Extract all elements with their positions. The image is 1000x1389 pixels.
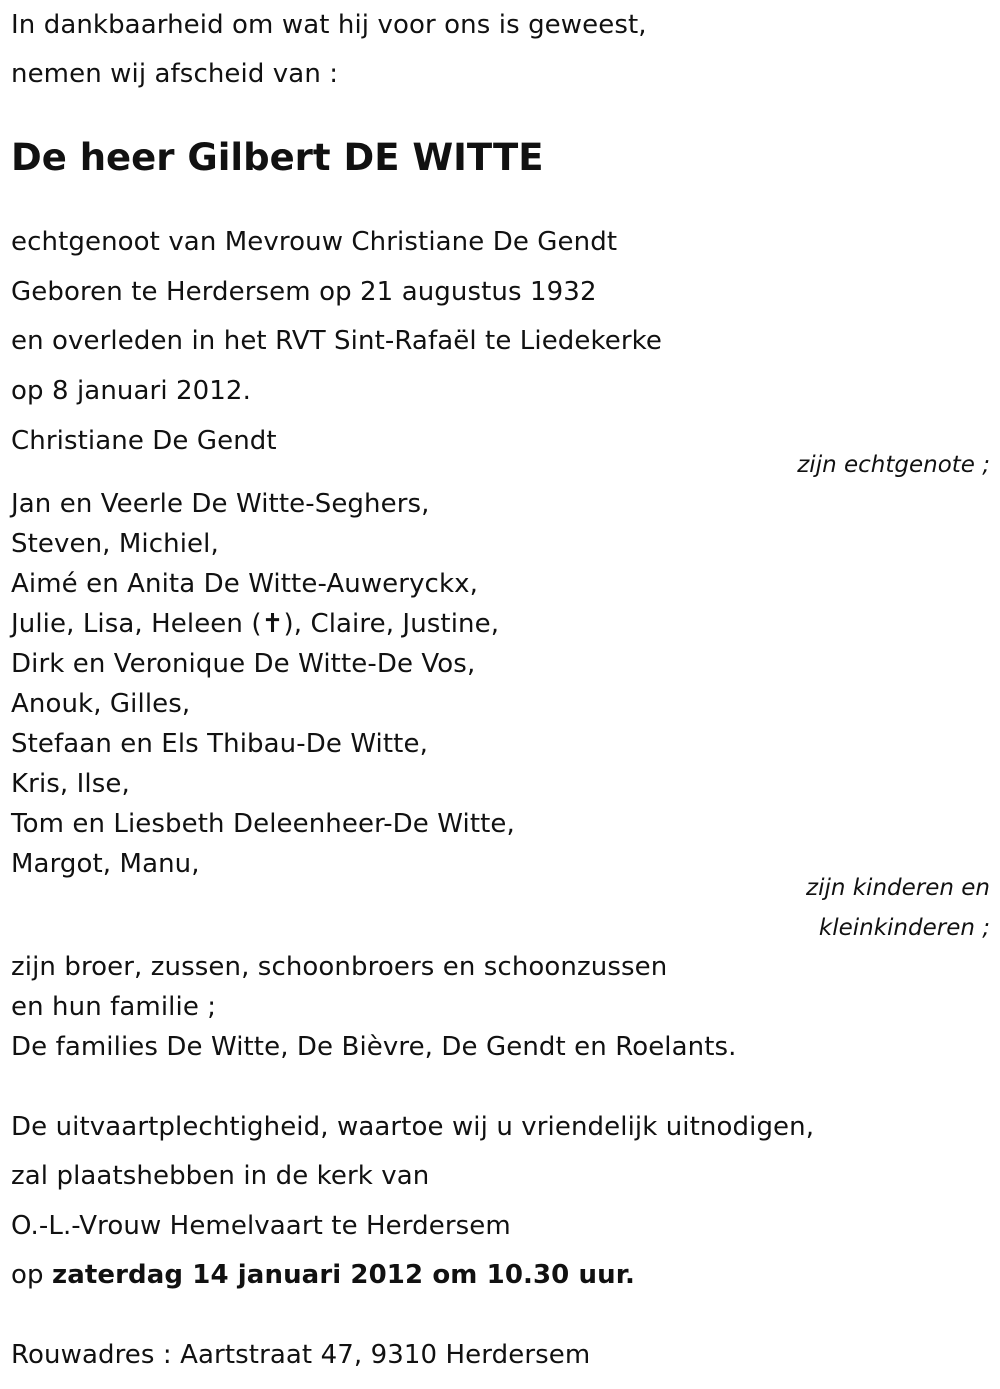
ceremony-date-time: zaterdag 14 januari 2012 om 10.30 uur. [51, 1260, 635, 1290]
children-line: Kris, Ilse, [11, 769, 130, 799]
death-date-line: op 8 januari 2012. [11, 376, 251, 406]
children-role-line-2: kleinkinderen ; [818, 915, 990, 941]
ceremony-line-4 [11, 1259, 635, 1291]
ceremony-line-2: zal plaatshebben in de kerk van [11, 1161, 430, 1191]
children-line: Aimé en Anita De Witte-Auweryckx, [11, 569, 478, 599]
family-line-1: zijn broer, zussen, schoonbroers en schoonzussen [11, 952, 668, 982]
children-line: Margot, Manu, [11, 849, 200, 879]
ceremony-line-3: O.-L.-Vrouw Hemelvaart te Herdersem [11, 1211, 511, 1241]
children-line: Julie, Lisa, Heleen (✝), Claire, Justine, [11, 609, 500, 639]
mourning-address: Rouwadres : Aartstraat 47, 9310 Herdersem [11, 1340, 591, 1370]
children-line: Anouk, Gilles, [11, 689, 191, 719]
children-line: Stefaan en Els Thibau-De Witte, [11, 729, 428, 759]
died-line: en overleden in het RVT Sint-Rafaël te Liedekerke [11, 326, 662, 356]
spouse-line: echtgenoot van Mevrouw Christiane De Gendt [11, 227, 618, 257]
children-line: Dirk en Veronique De Witte-De Vos, [11, 649, 476, 679]
children-line: Steven, Michiel, [11, 529, 219, 559]
intro-line-2: nemen wij afscheid van : [11, 59, 339, 89]
family-line-3: De families De Witte, De Bièvre, De Gendt en Roelants. [11, 1032, 737, 1062]
spouse-role: zijn echtgenote ; [797, 452, 990, 478]
ceremony-line-1: De uitvaartplechtigheid, waartoe wij u vriendelijk uitnodigen, [11, 1112, 815, 1142]
ceremony-date-prefix: op [11, 1260, 52, 1290]
born-line: Geboren te Herdersem op 21 augustus 1932 [11, 277, 597, 307]
deceased-name: De heer Gilbert DE WITTE [11, 136, 544, 179]
family-line-2: en hun familie ; [11, 992, 217, 1022]
children-line: Tom en Liesbeth Deleenheer-De Witte, [11, 809, 515, 839]
intro-line-1: In dankbaarheid om wat hij voor ons is geweest, [11, 10, 647, 40]
children-role-line-1: zijn kinderen en [806, 875, 990, 901]
spouse-name: Christiane De Gendt [11, 426, 277, 456]
children-line: Jan en Veerle De Witte-Seghers, [11, 489, 430, 519]
